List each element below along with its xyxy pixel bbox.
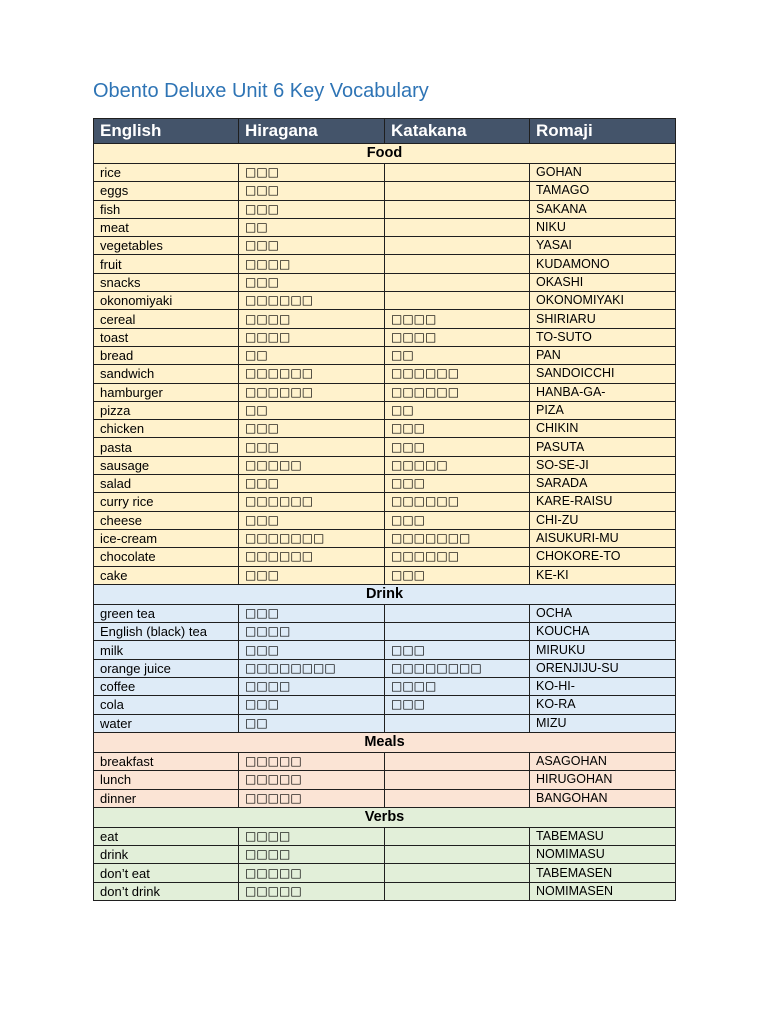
- section-header-drink: [94, 584, 676, 604]
- cell-hiragana: □□: [239, 714, 385, 732]
- cell-english: chocolate: [94, 548, 239, 566]
- cell-hiragana: □□□□: [239, 623, 385, 641]
- table-row: [94, 771, 676, 789]
- table-row: [94, 365, 676, 383]
- cell-hiragana: □□□: [239, 420, 385, 438]
- table-header-row: [94, 119, 676, 144]
- cell-katakana: [385, 182, 530, 200]
- table-row: [94, 237, 676, 255]
- cell-hiragana: □□□: [239, 696, 385, 714]
- cell-english: sandwich: [94, 365, 239, 383]
- table-row: [94, 255, 676, 273]
- cell-hiragana: □□□□□: [239, 882, 385, 900]
- cell-katakana: □□□□□□□: [385, 529, 530, 547]
- cell-english: cola: [94, 696, 239, 714]
- column-header-hiragana: Hiragana: [239, 119, 385, 144]
- cell-english: curry rice: [94, 493, 239, 511]
- cell-romaji: YASAI: [530, 237, 676, 255]
- cell-romaji: ASAGOHAN: [530, 752, 676, 770]
- table-row: [94, 827, 676, 845]
- cell-romaji: BANGOHAN: [530, 789, 676, 807]
- table-row: [94, 420, 676, 438]
- cell-katakana: □□: [385, 346, 530, 364]
- cell-hiragana: □□□: [239, 164, 385, 182]
- cell-romaji: AISUKURI-MU: [530, 529, 676, 547]
- cell-hiragana: □□□: [239, 511, 385, 529]
- table-row: [94, 623, 676, 641]
- table-row: [94, 346, 676, 364]
- section-title: Verbs: [94, 807, 676, 827]
- cell-english: cake: [94, 566, 239, 584]
- cell-romaji: OKASHI: [530, 273, 676, 291]
- cell-english: drink: [94, 846, 239, 864]
- table-row: [94, 846, 676, 864]
- cell-hiragana: □□: [239, 218, 385, 236]
- cell-romaji: SHIRIARU: [530, 310, 676, 328]
- cell-english: dinner: [94, 789, 239, 807]
- cell-english: milk: [94, 641, 239, 659]
- cell-hiragana: □□□: [239, 641, 385, 659]
- cell-hiragana: □□□□□□□: [239, 529, 385, 547]
- cell-romaji: OKONOMIYAKI: [530, 292, 676, 310]
- cell-romaji: OCHA: [530, 604, 676, 622]
- table-row: [94, 493, 676, 511]
- table-row: [94, 789, 676, 807]
- cell-hiragana: □□□□: [239, 846, 385, 864]
- table-row: [94, 752, 676, 770]
- cell-english: hamburger: [94, 383, 239, 401]
- cell-katakana: [385, 864, 530, 882]
- section-header-food: [94, 144, 676, 164]
- cell-romaji: GOHAN: [530, 164, 676, 182]
- cell-romaji: PIZA: [530, 401, 676, 419]
- cell-katakana: □□□□: [385, 678, 530, 696]
- cell-english: coffee: [94, 678, 239, 696]
- cell-katakana: □□□□□□: [385, 365, 530, 383]
- table-row: [94, 401, 676, 419]
- cell-katakana: □□□: [385, 420, 530, 438]
- cell-katakana: [385, 752, 530, 770]
- cell-english: pasta: [94, 438, 239, 456]
- cell-katakana: [385, 623, 530, 641]
- cell-romaji: TABEMASU: [530, 827, 676, 845]
- cell-romaji: KO-RA: [530, 696, 676, 714]
- table-row: [94, 438, 676, 456]
- cell-romaji: CHOKORE-TO: [530, 548, 676, 566]
- cell-katakana: □□□: [385, 566, 530, 584]
- table-row: [94, 641, 676, 659]
- table-row: [94, 678, 676, 696]
- cell-romaji: SARADA: [530, 475, 676, 493]
- table-row: [94, 456, 676, 474]
- cell-romaji: NOMIMASEN: [530, 882, 676, 900]
- cell-katakana: □□□: [385, 511, 530, 529]
- cell-katakana: [385, 604, 530, 622]
- cell-romaji: KOUCHA: [530, 623, 676, 641]
- cell-katakana: [385, 237, 530, 255]
- cell-katakana: [385, 882, 530, 900]
- cell-katakana: [385, 827, 530, 845]
- cell-english: fish: [94, 200, 239, 218]
- table-row: [94, 164, 676, 182]
- cell-hiragana: □□□: [239, 237, 385, 255]
- cell-katakana: [385, 771, 530, 789]
- cell-katakana: [385, 846, 530, 864]
- cell-katakana: [385, 714, 530, 732]
- cell-katakana: [385, 789, 530, 807]
- cell-hiragana: □□□□□□: [239, 383, 385, 401]
- cell-hiragana: □□□□□□□□: [239, 659, 385, 677]
- cell-romaji: SAKANA: [530, 200, 676, 218]
- cell-hiragana: □□□□: [239, 255, 385, 273]
- cell-romaji: TAMAGO: [530, 182, 676, 200]
- cell-english: eat: [94, 827, 239, 845]
- cell-romaji: ORENJIJU-SU: [530, 659, 676, 677]
- cell-english: okonomiyaki: [94, 292, 239, 310]
- cell-hiragana: □□□□□□: [239, 292, 385, 310]
- cell-hiragana: □□□□□: [239, 771, 385, 789]
- cell-romaji: NOMIMASU: [530, 846, 676, 864]
- table-row: [94, 882, 676, 900]
- cell-romaji: KE-KI: [530, 566, 676, 584]
- cell-hiragana: □□□□: [239, 310, 385, 328]
- cell-english: pizza: [94, 401, 239, 419]
- cell-english: lunch: [94, 771, 239, 789]
- cell-english: eggs: [94, 182, 239, 200]
- cell-english: cheese: [94, 511, 239, 529]
- cell-romaji: TABEMASEN: [530, 864, 676, 882]
- cell-hiragana: □□□: [239, 182, 385, 200]
- cell-english: English (black) tea: [94, 623, 239, 641]
- cell-hiragana: □□□□□: [239, 864, 385, 882]
- section-header-verbs: [94, 807, 676, 827]
- table-row: [94, 182, 676, 200]
- column-header-romaji: Romaji: [530, 119, 676, 144]
- cell-english: toast: [94, 328, 239, 346]
- cell-english: don’t drink: [94, 882, 239, 900]
- cell-english: cereal: [94, 310, 239, 328]
- cell-katakana: □□□: [385, 438, 530, 456]
- cell-english: orange juice: [94, 659, 239, 677]
- cell-katakana: [385, 164, 530, 182]
- cell-katakana: □□□□: [385, 328, 530, 346]
- document-title: Obento Deluxe Unit 6 Key Vocabulary: [93, 80, 429, 102]
- cell-katakana: □□: [385, 401, 530, 419]
- cell-hiragana: □□□□□: [239, 456, 385, 474]
- table-row: [94, 273, 676, 291]
- table-row: [94, 292, 676, 310]
- cell-katakana: □□□□□□: [385, 548, 530, 566]
- cell-romaji: MIZU: [530, 714, 676, 732]
- table-row: [94, 659, 676, 677]
- cell-romaji: CHI-ZU: [530, 511, 676, 529]
- cell-katakana: □□□□□□□□: [385, 659, 530, 677]
- cell-hiragana: □□: [239, 346, 385, 364]
- table-row: [94, 511, 676, 529]
- section-title: Food: [94, 144, 676, 164]
- table-row: [94, 864, 676, 882]
- cell-katakana: □□□: [385, 641, 530, 659]
- cell-english: salad: [94, 475, 239, 493]
- cell-english: sausage: [94, 456, 239, 474]
- cell-romaji: PASUTA: [530, 438, 676, 456]
- cell-hiragana: □□□□□□: [239, 548, 385, 566]
- cell-romaji: KO-HI-: [530, 678, 676, 696]
- cell-katakana: [385, 255, 530, 273]
- cell-romaji: SO-SE-JI: [530, 456, 676, 474]
- table-row: [94, 200, 676, 218]
- column-header-english: English: [94, 119, 239, 144]
- table-body: [94, 144, 676, 901]
- table-row: [94, 696, 676, 714]
- cell-english: vegetables: [94, 237, 239, 255]
- table-row: [94, 383, 676, 401]
- cell-english: don’t eat: [94, 864, 239, 882]
- cell-hiragana: □□□□: [239, 827, 385, 845]
- cell-english: water: [94, 714, 239, 732]
- cell-english: fruit: [94, 255, 239, 273]
- cell-katakana: [385, 273, 530, 291]
- cell-romaji: CHIKIN: [530, 420, 676, 438]
- cell-romaji: KUDAMONO: [530, 255, 676, 273]
- cell-katakana: □□□□: [385, 310, 530, 328]
- cell-english: bread: [94, 346, 239, 364]
- vocabulary-table: [93, 118, 676, 901]
- column-header-katakana: Katakana: [385, 119, 530, 144]
- table-row: [94, 529, 676, 547]
- table-row: [94, 714, 676, 732]
- cell-english: chicken: [94, 420, 239, 438]
- table-row: [94, 548, 676, 566]
- table-row: [94, 475, 676, 493]
- cell-hiragana: □□□: [239, 566, 385, 584]
- cell-romaji: PAN: [530, 346, 676, 364]
- cell-romaji: HANBA-GA-: [530, 383, 676, 401]
- cell-katakana: □□□: [385, 475, 530, 493]
- cell-hiragana: □□□□□: [239, 789, 385, 807]
- cell-katakana: [385, 200, 530, 218]
- table-row: [94, 310, 676, 328]
- cell-english: breakfast: [94, 752, 239, 770]
- cell-katakana: □□□□□□: [385, 383, 530, 401]
- cell-english: meat: [94, 218, 239, 236]
- cell-romaji: HIRUGOHAN: [530, 771, 676, 789]
- cell-english: green tea: [94, 604, 239, 622]
- section-header-meals: [94, 732, 676, 752]
- cell-katakana: [385, 292, 530, 310]
- cell-hiragana: □□□: [239, 200, 385, 218]
- cell-katakana: □□□□□: [385, 456, 530, 474]
- cell-hiragana: □□: [239, 401, 385, 419]
- cell-hiragana: □□□□: [239, 328, 385, 346]
- cell-katakana: [385, 218, 530, 236]
- cell-hiragana: □□□□□□: [239, 365, 385, 383]
- table-row: [94, 604, 676, 622]
- cell-hiragana: □□□: [239, 475, 385, 493]
- cell-romaji: KARE-RAISU: [530, 493, 676, 511]
- table-row: [94, 218, 676, 236]
- table-row: [94, 566, 676, 584]
- cell-hiragana: □□□: [239, 273, 385, 291]
- cell-english: rice: [94, 164, 239, 182]
- cell-hiragana: □□□□□: [239, 752, 385, 770]
- cell-english: snacks: [94, 273, 239, 291]
- table-row: [94, 328, 676, 346]
- section-title: Drink: [94, 584, 676, 604]
- cell-romaji: MIRUKU: [530, 641, 676, 659]
- cell-romaji: SANDOICCHI: [530, 365, 676, 383]
- cell-hiragana: □□□: [239, 438, 385, 456]
- cell-romaji: TO-SUTO: [530, 328, 676, 346]
- cell-romaji: NIKU: [530, 218, 676, 236]
- cell-katakana: □□□□□□: [385, 493, 530, 511]
- cell-katakana: □□□: [385, 696, 530, 714]
- section-title: Meals: [94, 732, 676, 752]
- cell-english: ice-cream: [94, 529, 239, 547]
- cell-hiragana: □□□: [239, 604, 385, 622]
- cell-hiragana: □□□□: [239, 678, 385, 696]
- cell-hiragana: □□□□□□: [239, 493, 385, 511]
